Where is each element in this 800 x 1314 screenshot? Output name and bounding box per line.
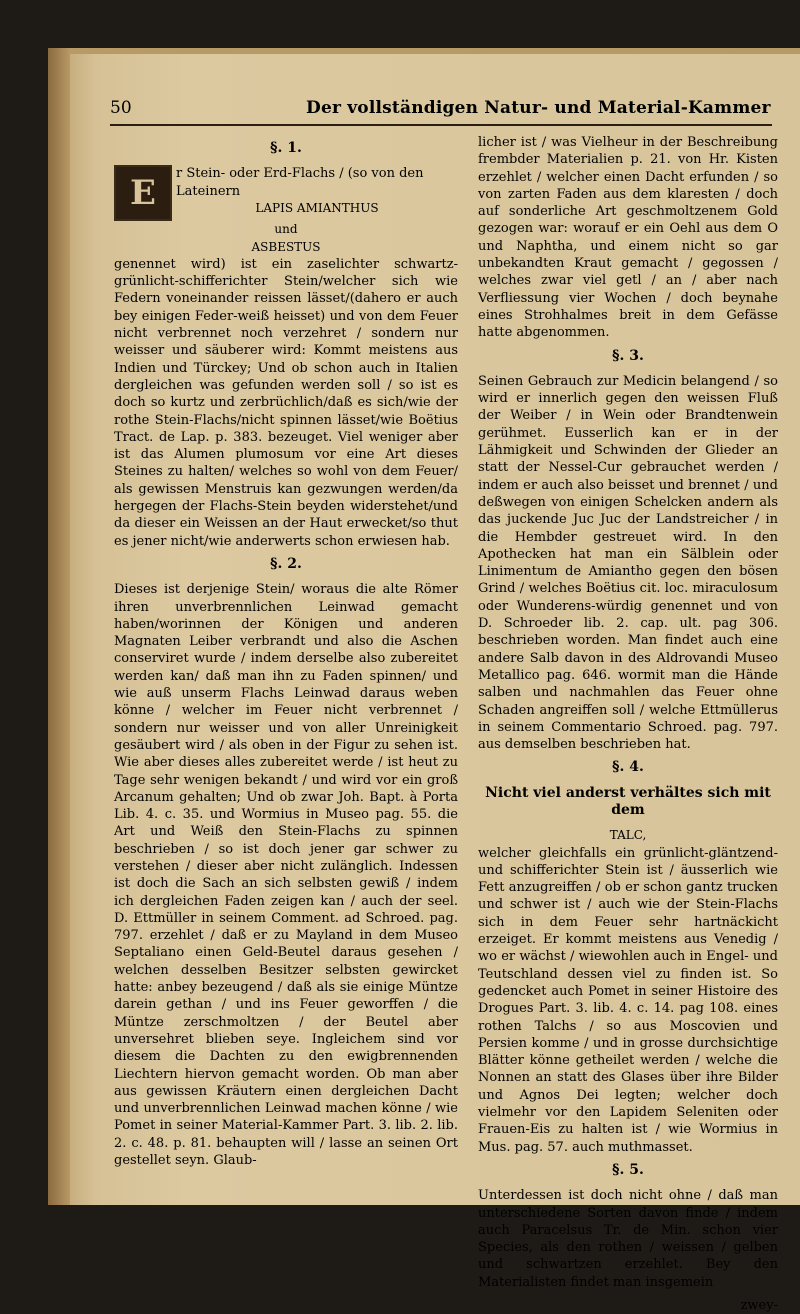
latin-term: TALC, <box>609 828 647 843</box>
latin-term: ASBESTUS <box>251 239 321 254</box>
running-header <box>110 98 770 124</box>
right-column <box>478 134 778 1314</box>
opening-block <box>114 165 458 221</box>
section-heading: §. 5. <box>612 1161 644 1178</box>
paragraph: Unterdessen ist doch nicht ohne / daß man unterschiedene Sorten davon finde / indem auch Paracelsus Tr. de Min. schon vier Species, als den rothen / weissen / gelben und schwartzen erzehlet. Bey den Materialisten findet man insgemein <box>478 1188 778 1290</box>
paragraph: Seinen Gebrauch zur Medicin belangend / so wird er innerlich gegen den weissen Fluß der Weiber / in Wein oder Brandtenwein gerühmet. Eusserlich kan er in der Lähmigkeit und Schwinden der Glieder an statt der Nessel-Cur gebrauchet werden / indem er auch also beisset und brennet / und deßwegen von einigen Schelcken andern als das juckende Juc Juc der Landstreicher / in die Hembder gestreuet wird. In den Apothecken hat man ein Sälblein oder Linimentum de Amiantho gegen den bösen Grind / welches Boëtius cit. loc. miraculosum oder Wunderens-würdig genennet und von D. Schroeder lib. 2. cap. ult. pag 306. beschrieben worden. Man findet auch eine andere Salb davon in des Aldrovandi Museo Metallico pag. 646. wormit man die Hände salben und nachmahlen das Feuer ohne Schaden angreiffen soll / welche Ettmüllerus in seinem Commentario Schroed. pag. 797. aus demselben beschrieben hat. <box>478 373 778 753</box>
intro-text: r Stein- oder Erd-Flachs / (so von den Lateinern <box>176 166 424 199</box>
opening-text <box>176 165 458 221</box>
subheading: Nicht viel anderst verhältes sich mit dem <box>485 784 771 818</box>
header-rule <box>110 124 772 126</box>
catchword: zwey- <box>740 1298 778 1313</box>
paragraph: Dieses ist derjenige Stein/ woraus die alte Römer ihren unverbrennlichen Leinwad gemacht haben/worinnen der Königen und anderen Magnaten Leiber verbrandt und also die Aschen conserviret wurde / indem derselbe also zubereitet werden kan/ daß man ihn zu Faden spinnen/ und wie auß unserm Flachs Leinwad daraus weben könne / welcher im Feuer nicht verbrennet / sondern nur weisser und von aller Unreinigkeit gesäubert wird / als oben in der Figur zu sehen ist. Wie aber dieses alles zubereitet werde / ist heut zu Tage sehr wenigen bekandt / und wird vor ein groß Arcanum gehalten; Und ob zwar Joh. Bapt. à Porta Lib. 4. c. 35. und Wormius in Museo pag. 55. die Art und Weiß den Stein-Flachs zu spinnen beschrieben / so ist doch jener gar schwer zu verstehen / dieser aber nicht zulänglich. Indessen ist doch die Sach an sich selbsten gewiß / indem ich dergleichen Faden zeigen kan / auch der seel. D. Ettmüller in seinem Comment. ad Schroed. pag. 797. erzehlet / daß er zu Mayland in dem Museo Septaliano einen Geld-Beutel daraus gesehen / welchen desselben Besitzer selbsten gewircket hatte: anbey bezeugend / daß als sie einige Müntze darein gethan / und ins Feuer geworffen / die Müntze zerschmoltzen / der Beutel aber unversehret blieben seye. Ingleichem sind vor diesem die Dachten zu den ewigbrennenden Liechtern hiervon gemacht worden. Ob man aber aus gewissen Kräutern einen dergleichen Dacht und unverbrennlichen Leinwad machen könne / wie Pomet in seiner Material-Kammer Part. 3. lib. 2. lib. 2. c. 48. p. 81. behaupten will / lasse an seinen Ort gestellet seyn. Glaub- <box>114 582 458 1169</box>
running-title: Der vollständigen Natur- und Material-Kammer <box>306 98 771 118</box>
book-gutter <box>48 48 70 1205</box>
page-number: 50 <box>110 98 132 118</box>
section-heading: §. 1. <box>270 140 302 156</box>
left-column <box>114 134 458 1175</box>
section-heading: §. 2. <box>270 555 302 572</box>
paragraph: genennet wird) ist ein zaselichter schwartz-grünlicht-schifferichter Stein/welcher sich wie Federn voneinander reissen lässet/(dahero er auch bey einigen Feder-weiß heisset) und von dem Feuer nicht verbrennet noch verzehret / sondern nur weisser und säuberer wird: Kommt meistens aus Indien und Türckey; Und ob schon auch in Italien dergleichen was gefunden werden soll / so ist es doch so kurtz und zerbrüchlich/daß es sich/wie der rothe Stein-Flachs/nicht spinnen lässet/wie Boëtius Tract. de Lap. p. 383. bezeuget. Viel weniger aber ist das Alumen plumosum vor eine Art dieses Steines zu halten/ welches so wohl von dem Feuer/ als gewissen Menstruis kan gezwungen werden/da hergegen der Flachs-Stein beyden widerstehet/und da dieser ein Weissen an der Haut erwecket/so thut es jener nicht/wie anderwerts schon erwiesen hab. <box>114 256 458 549</box>
section-heading: §. 4. <box>612 759 644 776</box>
drop-cap: E <box>114 165 172 221</box>
paragraph: welcher gleichfalls ein grünlicht-gläntzend- und schifferichter Stein ist / äusserlich wie Fett anzugreiffen / ob er schon gantz trucken und schwer ist / auch wie der Stein-Flachs sich in dem Feuer sehr hartnäckicht erzeiget. Er kommt meistens aus Venedig / wo er wächst / wiewohlen auch in Engel- und Teutschland dessen viel zu finden ist. So gedencket auch Pomet in seiner Histoire des Drogues Part. 3. lib. 4. c. 14. pag 108. eines rothen Talchs / so aus Moscovien und Persien komme / und in grosse durchsichtige Blätter könne getheilet werden / welche die Nonnen an statt des Glases über ihre Bilder und Agnos Dei legten; welcher doch vielmehr vor den Lapidem Seleniten oder Frauen-Eis zu halten ist / wie Wormius in Mus. pag. 57. auch muthmasset. <box>478 845 778 1155</box>
section-heading: §. 3. <box>612 347 644 364</box>
latin-term: LAPIS AMIANTHUS <box>255 200 379 215</box>
paragraph: licher ist / was Vielheur in der Beschreibung frembder Materialien p. 21. von Hr. Kisten erzehlet / welcher einen Dacht erfunden / so von zarten Faden aus dem klaresten / doch auf sonderliche Art geschmoltzenem Gold gezogen war: worauf er ein Oehl aus dem O und Naphtha, und einem nicht so gar unbekandten Kraut gemacht / gegossen / welches zwar viel getl / an / aber nach Verfliessung vier Wochen / doch beynahe eines Strohhalmes breit in dem Gefässe hatte abgenommen. <box>478 135 778 341</box>
latin-conjunction: und <box>274 222 298 237</box>
